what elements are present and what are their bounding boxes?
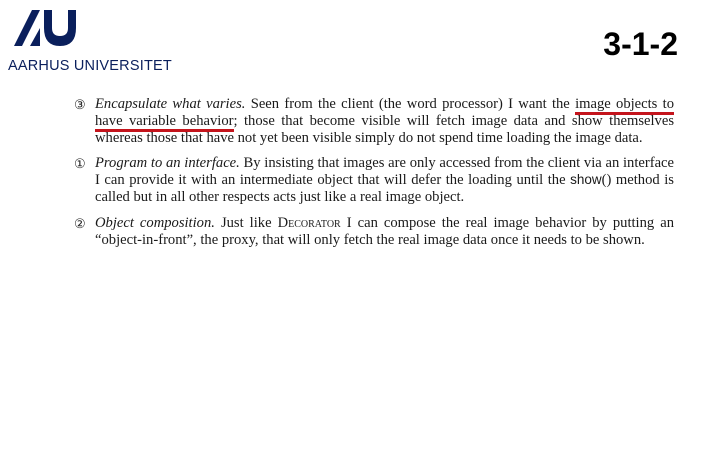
principle-text [95,215,674,249]
principle-text [95,155,674,205]
aarhus-logo-icon [10,6,76,54]
principle-body: () method is called but in all other respects acts just like a real image object. [95,172,674,205]
principle-body: By insisting that images are only accessed from the client via an interface I can provide it with an intermediate object that will defer the loading until the [95,155,675,189]
principle-body: ; those that become visible will fetch image data and show themselves whereas those that have not yet been visible simply do not spend time loading the image data. [95,112,674,146]
principle-marker: ② [74,215,86,231]
principle-heading: Object composition. [95,214,215,231]
principle-marker: ① [74,156,86,172]
principle-text [95,96,674,146]
university-logo [8,6,183,74]
principle-encapsulate [74,96,674,146]
university-name: AARHUS UNIVERSITET [8,58,172,74]
highlighted-phrase: image objects to have variable behavior [95,96,674,132]
principle-heading: Program to an interface. [95,155,240,172]
principle-body: Seen from the client (the word processor) I want the [245,96,576,112]
method-name: show [570,172,602,188]
principle-interface [74,155,674,205]
principles-list [74,96,674,257]
principle-body: I can compose the real image behavior by putting an “object-in-front”, the proxy, that will only fetch the real image data once it needs to be shown. [95,214,674,248]
pattern-name: Decorator [277,214,341,231]
slide-number: 3-1-2 [603,26,678,62]
principle-heading: Encapsulate what varies. [95,96,246,112]
principle-marker: ③ [74,97,86,112]
principle-body: Just like [214,214,278,231]
principle-composition [74,215,674,249]
